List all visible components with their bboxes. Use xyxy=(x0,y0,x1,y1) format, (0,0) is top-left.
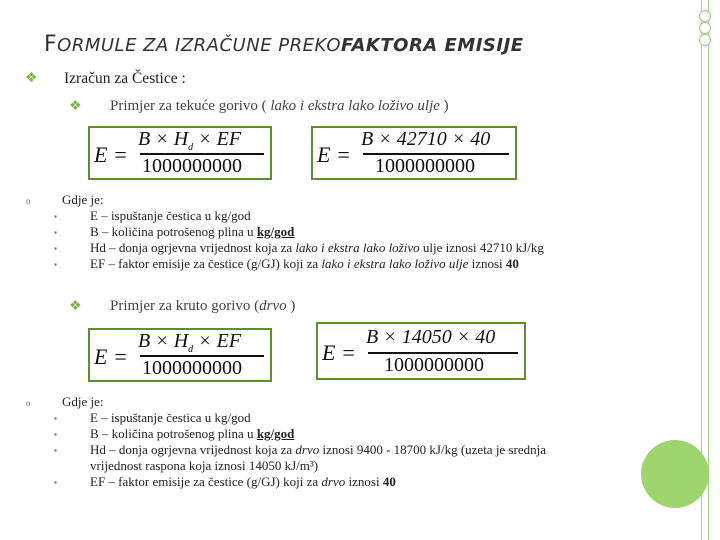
definition-item xyxy=(90,442,546,458)
definition-item xyxy=(90,256,519,272)
square-bullet-icon: ▪ xyxy=(54,446,57,455)
decorative-circle xyxy=(641,440,709,508)
definition-item-continuation: vrijednost raspona koja iznosi 14050 kJ/m³) xyxy=(90,458,319,473)
formula-numerator: B × 42710 × 40 xyxy=(361,128,491,150)
subheading-text: Primjer za tekuće gorivo ( xyxy=(110,98,271,114)
definition-item: E – ispuštanje čestica u kg/god xyxy=(90,208,251,223)
where-label: Gdje je: xyxy=(62,394,104,409)
item-bold: 40 xyxy=(505,256,519,271)
section1-subheading xyxy=(110,98,449,115)
where-label: Gdje je: xyxy=(62,192,104,207)
formula-denominator: 1000000000 xyxy=(142,155,242,177)
definition-item xyxy=(90,224,294,240)
diamond-bullet-icon: ❖ xyxy=(69,299,82,314)
circle-bullet-icon: o xyxy=(26,196,31,206)
rail-dot xyxy=(699,22,711,34)
diamond-bullet-icon: ❖ xyxy=(25,71,38,86)
rail-dot xyxy=(699,10,711,22)
square-bullet-icon: ▪ xyxy=(54,244,57,253)
formula-values-box xyxy=(311,126,517,180)
slide-title xyxy=(44,32,524,57)
item-underline: kg/god xyxy=(256,224,295,239)
item-text: iznosi xyxy=(345,474,383,489)
item-text: iznosi 9400 - 18700 kJ/kg (uzeta je srednja xyxy=(319,442,546,457)
item-text: EF – faktor emisije za čestice (g/GJ) koji za xyxy=(90,474,322,489)
square-bullet-icon: ▪ xyxy=(54,228,57,237)
square-bullet-icon: ▪ xyxy=(54,212,57,221)
subheading-text: ) xyxy=(439,98,449,114)
subheading-italic: lako i ekstra lako loživo ulje xyxy=(270,98,440,114)
formula-denominator: 1000000000 xyxy=(375,155,475,177)
subheading-italic: drvo xyxy=(259,298,287,314)
formula-lhs: E = xyxy=(94,344,128,369)
item-text: Hd – donja ogrjevna vrijednost koja za xyxy=(90,240,296,255)
item-italic: lako i ekstra lako loživo ulje xyxy=(321,256,469,271)
formula-general-box xyxy=(88,328,272,382)
title-emphasis: FAKTORA EMISIJE xyxy=(341,35,524,56)
item-underline: kg/god xyxy=(256,426,295,441)
formula-denominator: 1000000000 xyxy=(142,357,242,379)
formula-numerator: $B \times H_d$ × EF xyxy=(138,128,242,153)
formula-denominator: 1000000000 xyxy=(384,354,484,376)
formula-lhs: E = xyxy=(94,142,128,167)
item-text: B – količina potrošenog plina u xyxy=(90,224,257,239)
square-bullet-icon: ▪ xyxy=(54,414,57,423)
item-italic: drvo xyxy=(295,442,320,457)
definition-item xyxy=(90,240,544,256)
title-text: ORMULE ZA IZRAČUNE PREKO xyxy=(57,35,342,56)
circle-bullet-icon: o xyxy=(26,398,31,408)
item-text: Hd – donja ogrjevna vrijednost koja za xyxy=(90,442,296,457)
title-initial: F xyxy=(44,32,58,57)
square-bullet-icon: ▪ xyxy=(54,260,57,269)
formula-general-box xyxy=(88,126,272,180)
item-text: B – količina potrošenog plina u xyxy=(90,426,257,441)
definition-item xyxy=(90,474,396,490)
subheading-text: Primjer za kruto gorivo ( xyxy=(110,298,260,314)
main-heading: Izračun za Čestice : xyxy=(64,70,186,87)
formula-lhs: E = xyxy=(317,142,351,167)
item-bold: 40 xyxy=(382,474,396,489)
definition-item: E – ispuštanje čestica u kg/god xyxy=(90,410,251,425)
formula-values-box xyxy=(316,322,526,380)
item-text: ulje iznosi 42710 kJ/kg xyxy=(419,240,544,255)
subheading-text: ) xyxy=(286,298,296,314)
square-bullet-icon: ▪ xyxy=(54,430,57,439)
rail-line xyxy=(708,0,709,540)
diamond-bullet-icon: ❖ xyxy=(69,99,82,114)
formula-lhs: E = xyxy=(322,340,356,365)
square-bullet-icon: ▪ xyxy=(54,478,57,487)
item-italic: lako i ekstra lako loživo xyxy=(295,240,420,255)
formula-numerator: B × 14050 × 40 xyxy=(366,326,496,348)
definition-item xyxy=(90,426,294,442)
rail-dot xyxy=(699,34,711,46)
formula-numerator: $B \times H_d$ × EF xyxy=(138,330,242,355)
section2-subheading xyxy=(110,298,295,315)
item-text: iznosi xyxy=(468,256,506,271)
item-italic: drvo xyxy=(321,474,346,489)
item-text: EF – faktor emisije za čestice (g/GJ) koji za xyxy=(90,256,322,271)
